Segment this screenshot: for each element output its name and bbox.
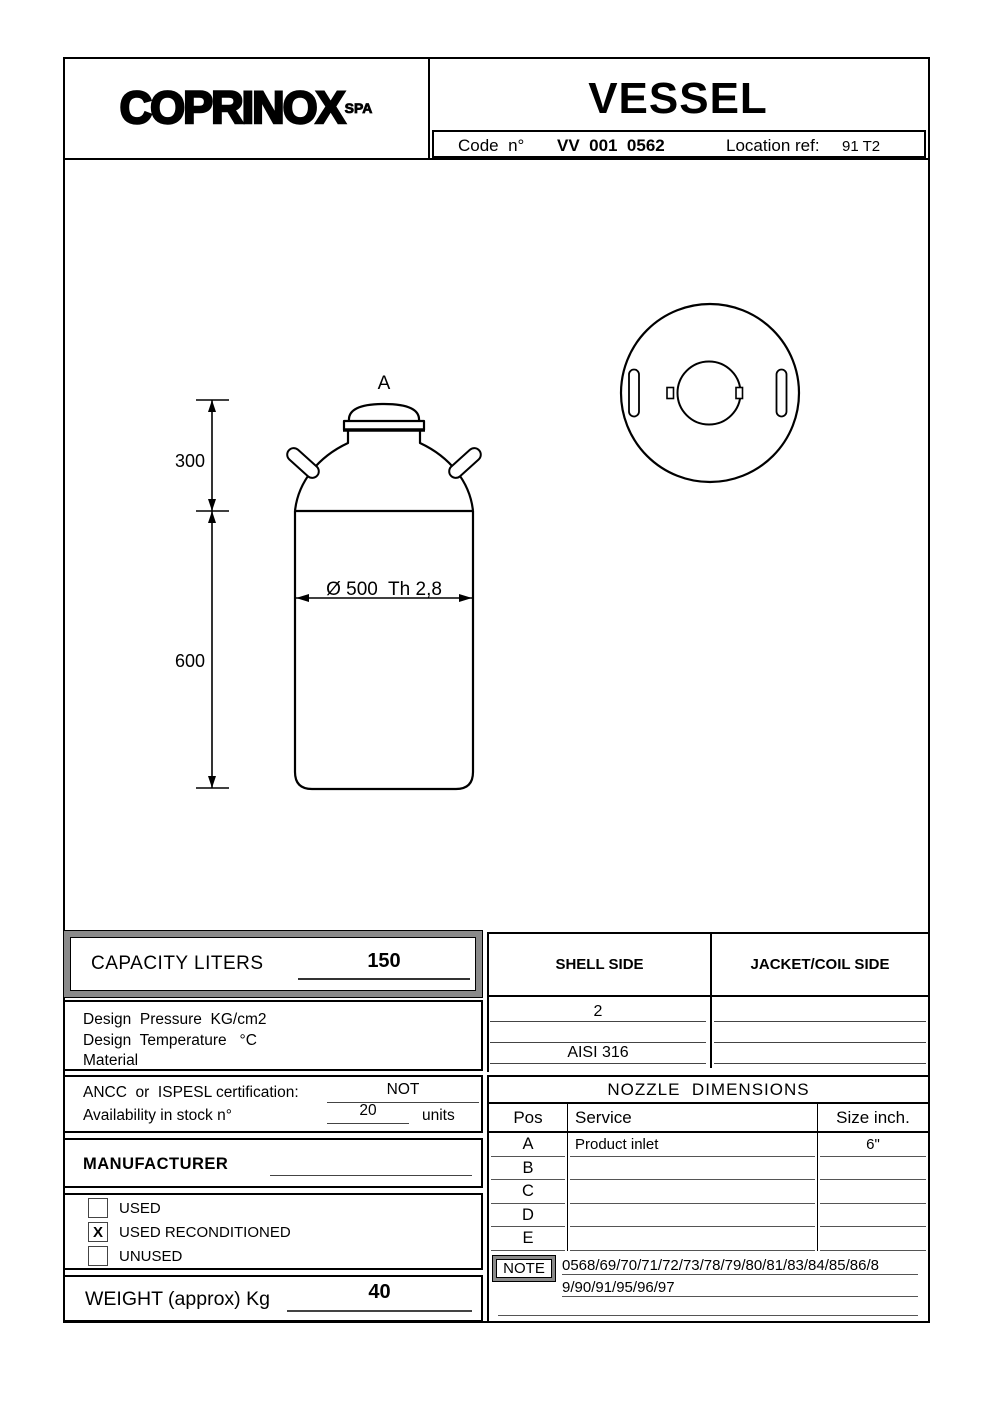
stock-units: units xyxy=(422,1107,455,1124)
certification-value: NOT xyxy=(327,1081,479,1103)
row-size xyxy=(818,1180,928,1204)
manufacturer-label: MANUFACTURER xyxy=(83,1155,229,1173)
shell-pressure-value: 2 xyxy=(593,1003,603,1020)
dim-neck-height: 300 xyxy=(174,451,205,471)
logo-suffix: SPA xyxy=(344,100,373,116)
jacket-material-line xyxy=(714,1063,926,1064)
col-header-pos: Pos xyxy=(489,1104,568,1131)
row-size xyxy=(818,1157,928,1181)
table-row xyxy=(489,1133,928,1157)
top-view-slot-right xyxy=(777,370,787,417)
row-service xyxy=(568,1204,818,1228)
row-pos: A xyxy=(489,1133,568,1157)
design-values xyxy=(487,997,930,1072)
row-size xyxy=(818,1204,928,1228)
weight-label: WEIGHT (approx) Kg xyxy=(85,1288,270,1310)
row-service xyxy=(568,1227,818,1251)
used-reconditioned-checkbox: X xyxy=(88,1222,108,1242)
nozzle-point-label: A xyxy=(377,373,391,394)
vessel-drawing xyxy=(63,160,930,930)
stock-label: Availability in stock n° xyxy=(83,1107,232,1124)
logo-text: COPRINOX xyxy=(119,82,344,133)
capacity-label: CAPACITY LITERS xyxy=(91,953,264,974)
table-row xyxy=(489,1227,928,1251)
dim-body-height: 600 xyxy=(174,651,205,671)
code-value: VV 001 0562 xyxy=(557,136,665,155)
row-service: Product inlet xyxy=(568,1133,818,1157)
dim-diameter: Ø 500 Th 2,8 xyxy=(326,579,442,600)
weight-box xyxy=(63,1275,483,1322)
design-labels xyxy=(63,1000,483,1071)
capacity-box xyxy=(63,930,483,998)
col-header-service: Service xyxy=(568,1104,818,1131)
jacket-coil-side-header: JACKET/COIL SIDE xyxy=(750,956,890,973)
location-ref-value: 91 T2 xyxy=(842,138,881,155)
row-pos: C xyxy=(489,1180,568,1204)
nozzle-dimensions-box xyxy=(487,1075,930,1323)
used-checkbox xyxy=(88,1198,108,1218)
shell-material-line xyxy=(490,1063,706,1064)
table-row xyxy=(489,1204,928,1228)
row-pos: B xyxy=(489,1157,568,1181)
row-service xyxy=(568,1157,818,1181)
stock-value: 20 xyxy=(327,1102,409,1124)
column-divider xyxy=(710,997,712,1068)
code-bar xyxy=(432,130,926,158)
shell-side-header: SHELL SIDE xyxy=(489,934,712,995)
note-text-line1: 0568/69/70/71/72/73/78/79/80/81/83/84/85/86/8 xyxy=(562,1257,918,1275)
code-label: Code n° xyxy=(458,136,525,155)
note-label: NOTE xyxy=(496,1259,552,1278)
row-service xyxy=(568,1180,818,1204)
note-box xyxy=(492,1255,556,1282)
weight-value: 40 xyxy=(287,1281,472,1312)
shell-temperature-line xyxy=(490,1042,706,1043)
design-temperature-label: Design Temperature °C xyxy=(83,1031,257,1049)
shell-pressure-line xyxy=(490,1021,706,1022)
row-pos: D xyxy=(489,1204,568,1228)
design-material-label: Material xyxy=(83,1052,139,1069)
handle-right xyxy=(447,445,484,480)
row-pos: E xyxy=(489,1227,568,1251)
unused-checkbox xyxy=(88,1246,108,1266)
col-header-size: Size inch. xyxy=(836,1107,910,1127)
jacket-pressure-line xyxy=(714,1021,926,1022)
row-size xyxy=(818,1227,928,1251)
row-size: 6" xyxy=(818,1133,928,1157)
shell-material-value: AISI 316 xyxy=(567,1044,629,1061)
note-text-line2: 9/90/91/95/96/97 xyxy=(562,1279,918,1297)
vessel-body xyxy=(295,511,473,789)
top-view-outer-circle xyxy=(621,304,799,482)
manufacturer-box xyxy=(63,1138,483,1188)
used-reconditioned-label: USED RECONDITIONED xyxy=(119,1224,291,1241)
lid-dome xyxy=(349,404,419,421)
company-logo xyxy=(70,76,422,140)
nozzle-table-header xyxy=(489,1104,928,1133)
manufacturer-value-line xyxy=(270,1148,472,1176)
top-view-lid-circle xyxy=(678,362,741,425)
used-label: USED xyxy=(119,1200,161,1217)
top-view-tab-left xyxy=(667,388,674,399)
handle-left xyxy=(285,445,322,480)
side-columns-header xyxy=(487,932,930,997)
certification-box xyxy=(63,1075,483,1133)
table-row xyxy=(489,1180,928,1204)
document-title: VESSEL xyxy=(588,74,768,123)
jacket-temperature-line xyxy=(714,1042,926,1043)
certification-label: ANCC or ISPESL certification: xyxy=(83,1084,299,1101)
top-view-slot-left xyxy=(629,370,639,417)
design-pressure-label: Design Pressure KG/cm2 xyxy=(83,1011,267,1028)
condition-box xyxy=(63,1193,483,1270)
top-view xyxy=(621,304,799,482)
capacity-value: 150 xyxy=(298,950,470,980)
table-row xyxy=(489,1157,928,1181)
unused-label: UNUSED xyxy=(119,1248,183,1265)
capacity-box-inner xyxy=(70,937,476,991)
location-ref-label: Location ref: xyxy=(726,136,820,155)
nozzle-table-title: NOZZLE DIMENSIONS xyxy=(489,1077,928,1104)
note-text-line3 xyxy=(498,1299,918,1316)
top-view-tab-right xyxy=(736,388,743,399)
